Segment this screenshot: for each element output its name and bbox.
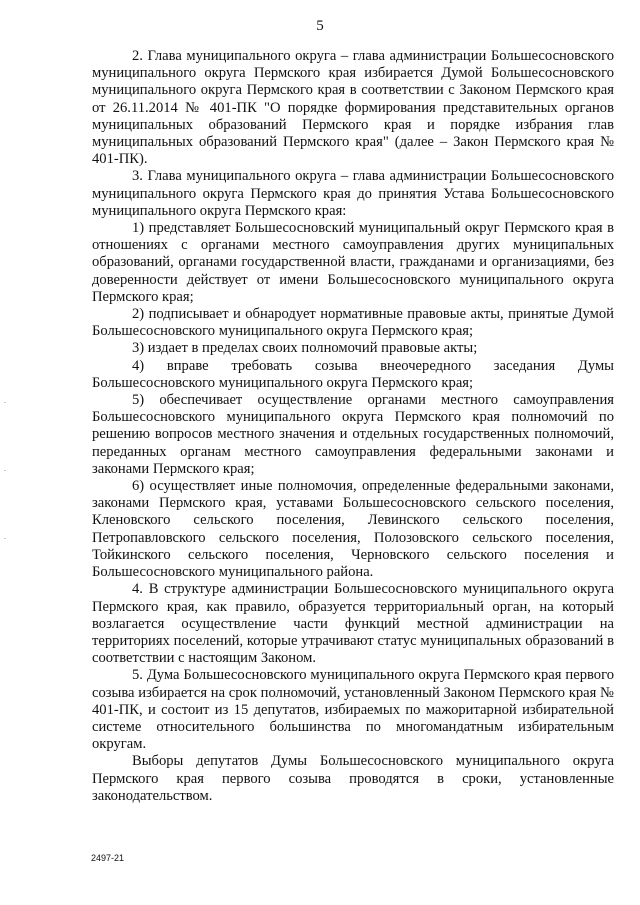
subitem-2-signs-acts: 2) подписывает и обнародует нормативные правовые акты, принятые Думой Большесосновского муниципального округа Пермского края; <box>92 306 614 340</box>
scan-edge-mark <box>4 402 6 403</box>
subitem-3-issues-acts: 3) издает в пределах своих полномочий правовые акты; <box>132 340 478 357</box>
scan-edge-mark <box>4 538 6 539</box>
subitem-6-other-powers: 6) осуществляет иные полномочия, определенные федеральными законами, законами Пермского края, уставами Большесосновского сельского поселения, Кленовского сельского поселения, Левинского сельского поселения, Петропавловского сельского поселения, Полозовского сельского поселения, Тойкинского сельского поселения, Черновского сельского поселения и Большесосновского муниципального района. <box>92 478 614 581</box>
paragraph-elections: Выборы депутатов Думы Большесосновского муниципального округа Пермского края первого созыва проводятся в сроки, установленные законодательством. <box>92 753 614 804</box>
document-body <box>92 48 614 805</box>
subitem-5-ensures-powers: 5) обеспечивает осуществление органами местного самоуправления Большесосновского муниципального округа Пермского края полномочий по решению вопросов местного значения и отдельных государственных полномочий, переданных органам местного самоуправления федеральными законами и законами Пермского края; <box>92 392 614 477</box>
scan-edge-mark <box>4 470 6 471</box>
page-number: 5 <box>316 18 324 34</box>
subitem-1-represents: 1) представляет Большесосновский муниципальный округ Пермского края в отношениях с органами местного самоуправления других муниципальных образований, органами государственной власти, гражданами и организациями, без доверенности действует от имени Большесосновского муниципального округа Пермского края; <box>92 220 614 305</box>
paragraph-2-head-election: 2. Глава муниципального округа – глава администрации Большесосновского муниципального округа Пермского края избирается Думой Большесосновского муниципального округа Пермского края в соответствии с Законом Пермского края от 26.11.2014 № 401-ПК "О порядке формирования представительных органов муниципальных образований Пермского края и порядке избрания глав муниципальных образований Пермского края" (далее – Закон Пермского края № 401-ПК). <box>92 48 614 168</box>
paragraph-3-head-powers-intro: 3. Глава муниципального округа – глава администрации Большесосновского муниципального округа Пермского края до принятия Устава Большесосновского муниципального округа Пермского края: <box>92 168 614 219</box>
paragraph-5-duma-first-convocation: 5. Дума Большесосновского муниципального округа Пермского края первого созыва избирается на срок полномочий, установленный Законом Пермского края № 401-ПК, и состоит из 15 депутатов, избираемых по мажоритарной избирательной системе относительного большинства по многомандатным избирательным округам. <box>92 667 614 753</box>
document-footer-code: 2497-21 <box>91 853 125 863</box>
subitem-4-convene-session: 4) вправе требовать созыва внеочередного заседания Думы Большесосновского муниципального округа Пермского края; <box>92 357 614 391</box>
paragraph-4-territorial-body: 4. В структуре администрации Большесосновского муниципального округа Пермского края, как правило, образуется территориальный орган, на который возлагается осуществление части функций местной администрации на территориях поселений, которые утрачивают статус муниципальных образований в соответствии с настоящим Законом. <box>92 581 614 667</box>
